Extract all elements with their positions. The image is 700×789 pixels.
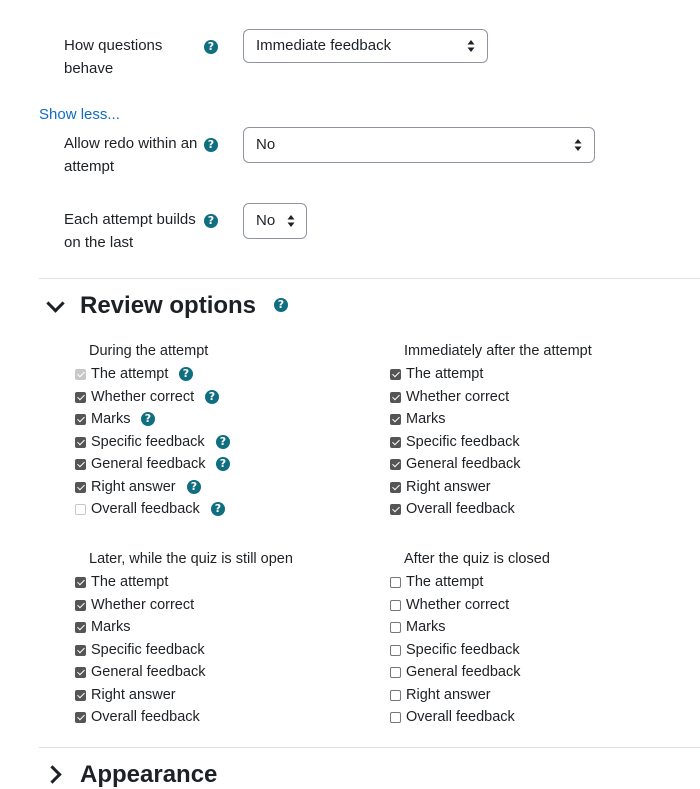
review-checkbox-label[interactable]: Specific feedback: [406, 641, 520, 658]
question-circle-icon[interactable]: ?: [141, 412, 155, 426]
review-group-heading: Later, while the quiz is still open: [89, 551, 293, 567]
review-checkbox[interactable]: [75, 437, 86, 448]
question-circle-icon[interactable]: ?: [204, 214, 218, 228]
review-checkbox-label[interactable]: Whether correct: [91, 388, 195, 405]
allow-redo-value: No: [256, 136, 276, 153]
review-group-heading: After the quiz is closed: [404, 551, 550, 567]
review-checkbox[interactable]: [390, 645, 401, 656]
review-checkbox[interactable]: [75, 712, 86, 723]
review-group-heading: During the attempt: [89, 343, 209, 359]
review-checkbox: [75, 369, 86, 380]
review-checkbox[interactable]: [390, 369, 401, 380]
review-checkbox[interactable]: [75, 392, 86, 403]
review-checkbox[interactable]: [390, 392, 401, 403]
how-questions-behave-select[interactable]: [243, 29, 488, 63]
review-checkbox-label[interactable]: Whether correct: [91, 596, 195, 613]
each-attempt-builds-label-line1: Each attempt builds: [64, 211, 196, 228]
review-checkbox-label[interactable]: Right answer: [406, 686, 491, 703]
question-circle-icon[interactable]: ?: [216, 457, 230, 471]
appearance-heading[interactable]: Appearance: [80, 761, 218, 788]
sort-arrows-icon: [287, 214, 295, 228]
review-checkbox[interactable]: [390, 690, 401, 701]
question-circle-icon[interactable]: ?: [274, 298, 288, 312]
question-circle-icon[interactable]: ?: [204, 138, 218, 152]
review-checkbox: [75, 504, 86, 515]
review-checkbox[interactable]: [75, 690, 86, 701]
review-checkbox-label[interactable]: General feedback: [406, 456, 521, 472]
review-checkbox[interactable]: [75, 622, 86, 633]
review-checkbox[interactable]: [390, 667, 401, 678]
question-circle-icon[interactable]: ?: [216, 435, 230, 449]
review-checkbox-label[interactable]: Overall feedback: [91, 709, 200, 725]
review-checkbox-label[interactable]: Right answer: [91, 478, 176, 495]
review-checkbox[interactable]: [75, 482, 86, 493]
review-checkbox[interactable]: [75, 414, 86, 425]
review-checkbox[interactable]: [390, 577, 401, 588]
review-checkbox-label[interactable]: Right answer: [91, 686, 176, 703]
review-checkbox-label[interactable]: Overall feedback: [91, 501, 200, 517]
each-attempt-builds-value: No: [256, 212, 276, 229]
sort-arrows-icon: [574, 138, 582, 152]
how-questions-behave-label-line2: behave: [64, 59, 114, 77]
section-divider: [39, 278, 700, 279]
allow-redo-label-line2: attempt: [64, 157, 115, 175]
each-attempt-builds-select[interactable]: [243, 203, 307, 239]
question-circle-icon[interactable]: ?: [205, 390, 219, 404]
allow-redo-label: [64, 133, 197, 178]
allow-redo-label-line1: Allow redo within an: [64, 135, 198, 152]
each-attempt-builds-label: [64, 209, 196, 254]
review-checkbox[interactable]: [75, 645, 86, 656]
review-checkbox-label[interactable]: Right answer: [406, 478, 491, 495]
review-checkbox-label[interactable]: General feedback: [406, 664, 521, 680]
question-circle-icon[interactable]: ?: [211, 502, 225, 516]
review-group-heading: Immediately after the attempt: [404, 343, 592, 359]
review-checkbox[interactable]: [390, 600, 401, 611]
chevron-down-icon[interactable]: [46, 294, 64, 312]
review-checkbox[interactable]: [390, 482, 401, 493]
review-checkbox-label[interactable]: The attempt: [406, 574, 484, 590]
review-checkbox[interactable]: [75, 600, 86, 611]
sort-arrows-icon: [467, 39, 475, 53]
review-checkbox-label[interactable]: Whether correct: [406, 388, 510, 405]
review-checkbox[interactable]: [390, 712, 401, 723]
review-checkbox[interactable]: [75, 459, 86, 470]
review-checkbox-label[interactable]: Marks: [91, 619, 131, 635]
review-checkbox[interactable]: [390, 459, 401, 470]
review-checkbox-label[interactable]: Specific feedback: [406, 433, 520, 450]
review-checkbox-label[interactable]: General feedback: [91, 664, 206, 680]
how-questions-behave-label: [64, 35, 162, 80]
review-checkbox[interactable]: [75, 577, 86, 588]
question-circle-icon[interactable]: ?: [187, 480, 201, 494]
review-checkbox-label[interactable]: Specific feedback: [91, 433, 205, 450]
review-checkbox-label[interactable]: The attempt: [406, 366, 484, 382]
review-checkbox-label[interactable]: The attempt: [91, 366, 169, 382]
chevron-right-icon[interactable]: [43, 765, 61, 783]
review-checkbox-label[interactable]: Marks: [406, 619, 446, 635]
show-less-link[interactable]: Show less...: [39, 106, 120, 123]
review-checkbox-label[interactable]: Overall feedback: [406, 501, 515, 517]
how-questions-behave-label-line1: How questions: [64, 37, 163, 54]
review-checkbox-label[interactable]: Marks: [406, 411, 446, 427]
review-checkbox-label[interactable]: The attempt: [91, 574, 169, 590]
review-checkbox[interactable]: [390, 414, 401, 425]
review-checkbox[interactable]: [390, 437, 401, 448]
question-circle-icon[interactable]: ?: [179, 367, 193, 381]
question-circle-icon[interactable]: ?: [204, 40, 218, 54]
review-checkbox-label[interactable]: Overall feedback: [406, 709, 515, 725]
review-checkbox[interactable]: [75, 667, 86, 678]
section-divider: [39, 747, 700, 748]
review-checkbox[interactable]: [390, 504, 401, 515]
review-checkbox[interactable]: [390, 622, 401, 633]
allow-redo-select[interactable]: [243, 127, 595, 163]
review-checkbox-label[interactable]: Whether correct: [406, 596, 510, 613]
how-questions-behave-value: Immediate feedback: [256, 37, 392, 54]
each-attempt-builds-label-line2: on the last: [64, 233, 134, 251]
review-checkbox-label[interactable]: General feedback: [91, 456, 206, 472]
review-checkbox-label[interactable]: Marks: [91, 411, 131, 427]
review-options-heading[interactable]: Review options: [80, 292, 257, 319]
review-checkbox-label[interactable]: Specific feedback: [91, 641, 205, 658]
